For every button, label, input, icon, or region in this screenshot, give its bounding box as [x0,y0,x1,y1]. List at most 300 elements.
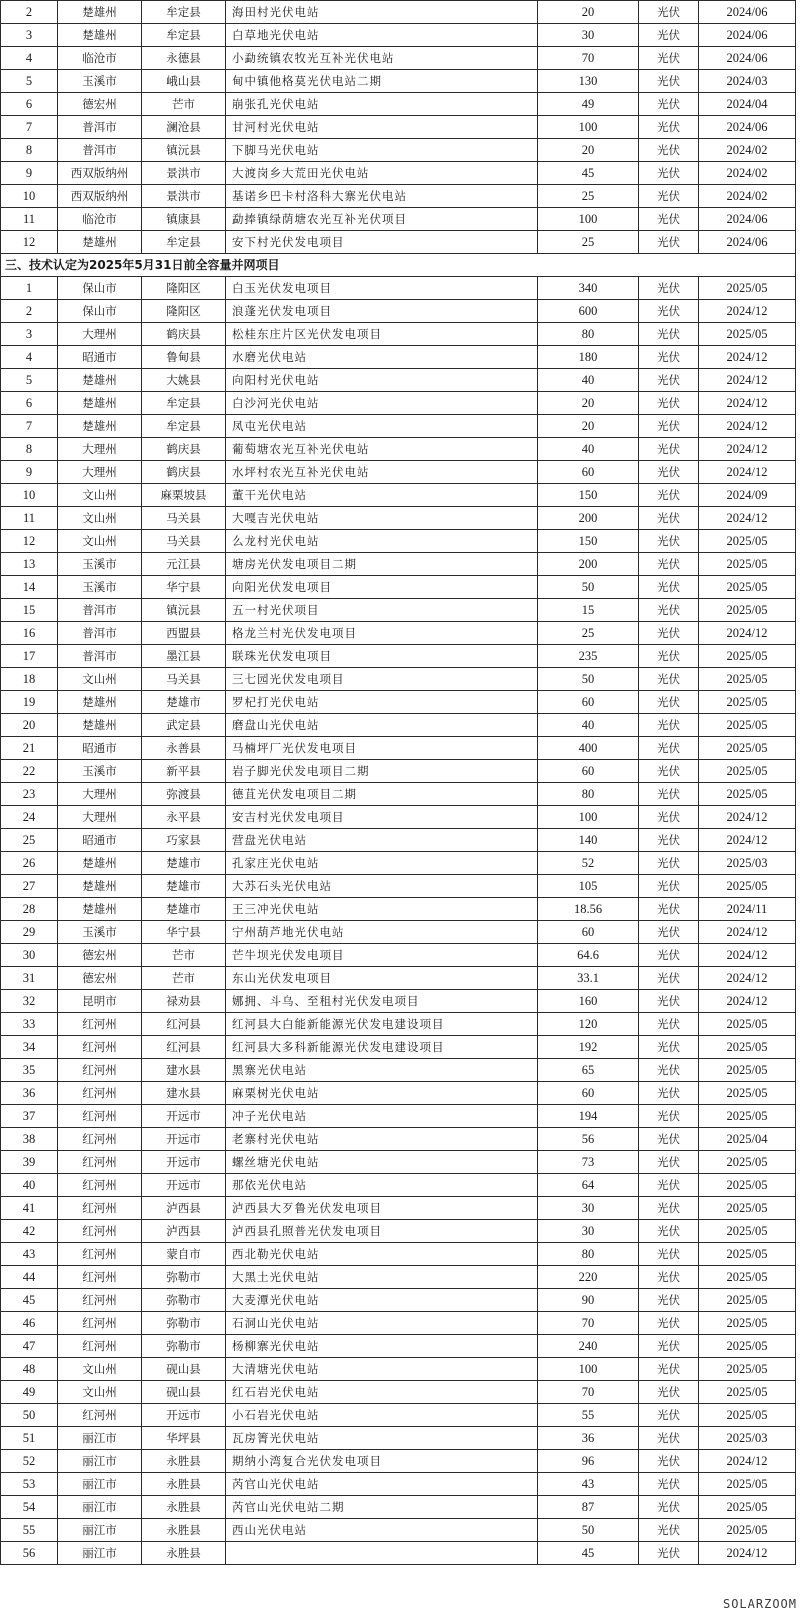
project-name-cell: 大麦潭光伏电站 [226,1289,538,1312]
project-name-cell: 么龙村光伏电站 [226,530,538,553]
row-number-cell: 19 [1,691,58,714]
county-cell: 大姚县 [142,369,226,392]
row-number-cell: 20 [1,714,58,737]
project-name-cell: 芒牛坝光伏发电项目 [226,944,538,967]
project-name-cell: 白草地光伏电站 [226,24,538,47]
row-number-cell: 4 [1,47,58,70]
city-cell: 德宏州 [58,967,142,990]
grid-date-cell: 2025/05 [699,1105,796,1128]
grid-date-cell: 2025/05 [699,1082,796,1105]
row-number-cell: 40 [1,1174,58,1197]
capacity-cell: 18.56 [538,898,639,921]
grid-date-cell: 2025/05 [699,1335,796,1358]
project-name-cell: 宁州葫芦地光伏电站 [226,921,538,944]
project-name-cell: 西北勒光伏电站 [226,1243,538,1266]
county-cell: 鹤庆县 [142,438,226,461]
project-name-cell: 白玉光伏发电项目 [226,277,538,300]
grid-date-cell: 2025/05 [699,714,796,737]
row-number-cell: 12 [1,231,58,254]
county-cell: 红河县 [142,1036,226,1059]
type-cell: 光伏 [639,300,699,323]
grid-date-cell: 2024/02 [699,162,796,185]
type-cell: 光伏 [639,392,699,415]
project-name-cell: 大嘎吉光伏电站 [226,507,538,530]
project-name-cell: 德苴光伏发电项目二期 [226,783,538,806]
city-cell: 红河州 [58,1128,142,1151]
type-cell: 光伏 [639,691,699,714]
row-number-cell: 27 [1,875,58,898]
county-cell: 武定县 [142,714,226,737]
type-cell: 光伏 [639,208,699,231]
type-cell: 光伏 [639,1266,699,1289]
project-name-cell: 东山光伏发电项目 [226,967,538,990]
capacity-cell: 87 [538,1496,639,1519]
row-number-cell: 8 [1,438,58,461]
table-row [1,1542,796,1565]
capacity-cell: 60 [538,691,639,714]
capacity-cell: 100 [538,806,639,829]
row-number-cell: 10 [1,185,58,208]
row-number-cell: 8 [1,139,58,162]
city-cell: 红河州 [58,1266,142,1289]
county-cell: 华宁县 [142,576,226,599]
city-cell: 普洱市 [58,599,142,622]
type-cell: 光伏 [639,1128,699,1151]
type-cell: 光伏 [639,1243,699,1266]
table-row [1,622,796,645]
county-cell: 永善县 [142,737,226,760]
table-row [1,1496,796,1519]
table-row [1,1220,796,1243]
capacity-cell: 55 [538,1404,639,1427]
project-name-cell: 老寨村光伏电站 [226,1128,538,1151]
type-cell: 光伏 [639,1151,699,1174]
project-name-cell: 海田村光伏电站 [226,1,538,24]
county-cell: 新平县 [142,760,226,783]
row-number-cell: 41 [1,1197,58,1220]
row-number-cell: 1 [1,277,58,300]
type-cell: 光伏 [639,990,699,1013]
county-cell: 泸西县 [142,1220,226,1243]
grid-date-cell: 2024/12 [699,1450,796,1473]
grid-date-cell: 2024/12 [699,507,796,530]
capacity-cell: 45 [538,1542,639,1565]
county-cell: 澜沧县 [142,116,226,139]
type-cell: 光伏 [639,507,699,530]
capacity-cell: 60 [538,760,639,783]
table-row [1,1358,796,1381]
project-name-cell: 崩张孔光伏电站 [226,93,538,116]
grid-date-cell: 2025/03 [699,852,796,875]
table-row [1,1473,796,1496]
project-name-cell: 三七园光伏发电项目 [226,668,538,691]
city-cell: 楚雄州 [58,24,142,47]
grid-date-cell: 2024/02 [699,139,796,162]
county-cell: 景洪市 [142,185,226,208]
county-cell: 开远市 [142,1174,226,1197]
county-cell: 开远市 [142,1128,226,1151]
row-number-cell: 55 [1,1519,58,1542]
grid-date-cell: 2024/12 [699,369,796,392]
project-name-cell: 联珠光伏发电项目 [226,645,538,668]
table-row [1,277,796,300]
type-cell: 光伏 [639,70,699,93]
project-name-cell: 麻栗树光伏电站 [226,1082,538,1105]
county-cell: 牟定县 [142,392,226,415]
project-name-cell: 大清塘光伏电站 [226,1358,538,1381]
city-cell: 文山州 [58,1381,142,1404]
county-cell: 永德县 [142,47,226,70]
row-number-cell: 50 [1,1404,58,1427]
table-row [1,714,796,737]
project-name-cell: 水磨光伏电站 [226,346,538,369]
grid-date-cell: 2024/06 [699,47,796,70]
county-cell: 峨山县 [142,70,226,93]
row-number-cell: 51 [1,1427,58,1450]
table-row [1,1450,796,1473]
grid-date-cell: 2025/05 [699,1289,796,1312]
table-row [1,1289,796,1312]
county-cell: 开远市 [142,1105,226,1128]
type-cell: 光伏 [639,806,699,829]
capacity-cell: 40 [538,438,639,461]
table-row [1,415,796,438]
capacity-cell: 49 [538,93,639,116]
type-cell: 光伏 [639,1450,699,1473]
row-number-cell: 3 [1,323,58,346]
row-number-cell: 52 [1,1450,58,1473]
city-cell: 红河州 [58,1174,142,1197]
grid-date-cell: 2025/03 [699,1427,796,1450]
row-number-cell: 25 [1,829,58,852]
city-cell: 大理州 [58,783,142,806]
grid-date-cell: 2025/05 [699,668,796,691]
capacity-cell: 220 [538,1266,639,1289]
county-cell: 隆阳区 [142,300,226,323]
city-cell: 昭通市 [58,829,142,852]
grid-date-cell: 2025/05 [699,1151,796,1174]
row-number-cell: 44 [1,1266,58,1289]
table-row [1,47,796,70]
county-cell: 墨江县 [142,645,226,668]
city-cell: 玉溪市 [58,760,142,783]
city-cell: 西双版纳州 [58,162,142,185]
table-row [1,1312,796,1335]
city-cell: 西双版纳州 [58,185,142,208]
project-name-cell: 罗杞打光伏电站 [226,691,538,714]
grid-date-cell: 2025/05 [699,1404,796,1427]
county-cell: 芒市 [142,944,226,967]
county-cell: 永胜县 [142,1496,226,1519]
county-cell: 泸西县 [142,1197,226,1220]
table-row [1,24,796,47]
project-name-cell: 向阳村光伏电站 [226,369,538,392]
capacity-cell: 120 [538,1013,639,1036]
row-number-cell: 17 [1,645,58,668]
type-cell: 光伏 [639,24,699,47]
table-row [1,1335,796,1358]
type-cell: 光伏 [639,1036,699,1059]
project-name-cell: 芮官山光伏电站 [226,1473,538,1496]
grid-date-cell: 2025/05 [699,1036,796,1059]
type-cell: 光伏 [639,1289,699,1312]
grid-date-cell: 2025/05 [699,1220,796,1243]
type-cell: 光伏 [639,599,699,622]
type-cell: 光伏 [639,1473,699,1496]
project-name-cell: 泸西县孔照普光伏发电项目 [226,1220,538,1243]
type-cell: 光伏 [639,1105,699,1128]
capacity-cell: 70 [538,1381,639,1404]
table-row [1,208,796,231]
row-number-cell: 14 [1,576,58,599]
capacity-cell: 40 [538,714,639,737]
county-cell: 开远市 [142,1404,226,1427]
grid-date-cell: 2025/05 [699,1243,796,1266]
type-cell: 光伏 [639,1519,699,1542]
project-name-cell: 孔家庄光伏电站 [226,852,538,875]
project-name-cell: 小石岩光伏电站 [226,1404,538,1427]
grid-date-cell: 2024/06 [699,24,796,47]
row-number-cell: 7 [1,116,58,139]
county-cell: 弥勒市 [142,1289,226,1312]
row-number-cell: 23 [1,783,58,806]
grid-date-cell: 2024/09 [699,484,796,507]
capacity-cell: 50 [538,1519,639,1542]
city-cell: 玉溪市 [58,553,142,576]
row-number-cell: 34 [1,1036,58,1059]
row-number-cell: 30 [1,944,58,967]
row-number-cell: 28 [1,898,58,921]
grid-date-cell: 2024/12 [699,438,796,461]
county-cell: 永平县 [142,806,226,829]
capacity-cell: 80 [538,783,639,806]
grid-date-cell: 2024/06 [699,208,796,231]
table-row [1,1519,796,1542]
capacity-cell: 40 [538,369,639,392]
county-cell: 蒙自市 [142,1243,226,1266]
type-cell: 光伏 [639,852,699,875]
type-cell: 光伏 [639,622,699,645]
county-cell: 芒市 [142,967,226,990]
table-row [1,691,796,714]
grid-date-cell: 2024/06 [699,116,796,139]
capacity-cell: 90 [538,1289,639,1312]
table-row [1,829,796,852]
type-cell: 光伏 [639,369,699,392]
project-name-cell: 五一村光伏项目 [226,599,538,622]
city-cell: 楚雄州 [58,714,142,737]
grid-date-cell: 2025/05 [699,553,796,576]
capacity-cell: 192 [538,1036,639,1059]
type-cell: 光伏 [639,1335,699,1358]
row-number-cell: 24 [1,806,58,829]
county-cell: 永胜县 [142,1542,226,1565]
county-cell: 牟定县 [142,415,226,438]
table-row [1,806,796,829]
city-cell: 楚雄州 [58,415,142,438]
table-row [1,1059,796,1082]
capacity-cell: 30 [538,1197,639,1220]
county-cell: 弥渡县 [142,783,226,806]
city-cell: 楚雄州 [58,691,142,714]
table-body [1,1,796,1565]
row-number-cell: 2 [1,1,58,24]
county-cell: 红河县 [142,1013,226,1036]
table-row [1,990,796,1013]
type-cell: 光伏 [639,1427,699,1450]
solarzoom-watermark: SOLARZOOM [722,1597,797,1611]
table-row [1,530,796,553]
row-number-cell: 9 [1,461,58,484]
capacity-cell: 240 [538,1335,639,1358]
county-cell: 巧家县 [142,829,226,852]
city-cell: 玉溪市 [58,576,142,599]
city-cell: 玉溪市 [58,70,142,93]
table-row [1,507,796,530]
city-cell: 楚雄州 [58,852,142,875]
table-row [1,1266,796,1289]
county-cell: 建水县 [142,1059,226,1082]
capacity-cell: 64.6 [538,944,639,967]
table-row [1,162,796,185]
row-number-cell: 22 [1,760,58,783]
city-cell: 普洱市 [58,116,142,139]
county-cell: 砚山县 [142,1358,226,1381]
type-cell: 光伏 [639,1220,699,1243]
capacity-cell: 60 [538,1082,639,1105]
type-cell: 光伏 [639,1013,699,1036]
table-row [1,645,796,668]
county-cell: 建水县 [142,1082,226,1105]
table-row [1,93,796,116]
table-row [1,553,796,576]
table-row [1,1105,796,1128]
type-cell: 光伏 [639,1404,699,1427]
capacity-cell: 105 [538,875,639,898]
grid-date-cell: 2025/05 [699,1197,796,1220]
grid-date-cell: 2024/12 [699,829,796,852]
capacity-cell: 70 [538,47,639,70]
project-name-cell: 葡萄塘农光互补光伏电站 [226,438,538,461]
row-number-cell: 43 [1,1243,58,1266]
city-cell: 普洱市 [58,139,142,162]
city-cell: 丽江市 [58,1542,142,1565]
city-cell: 红河州 [58,1036,142,1059]
county-cell: 镇康县 [142,208,226,231]
table-row [1,116,796,139]
county-cell: 弥勒市 [142,1335,226,1358]
capacity-cell: 340 [538,277,639,300]
project-name-cell: 马楠坪厂光伏发电项目 [226,737,538,760]
city-cell: 大理州 [58,806,142,829]
city-cell: 文山州 [58,1358,142,1381]
county-cell: 马关县 [142,530,226,553]
type-cell: 光伏 [639,829,699,852]
grid-date-cell: 2025/05 [699,576,796,599]
grid-date-cell: 2024/12 [699,944,796,967]
city-cell: 德宏州 [58,93,142,116]
table-row [1,139,796,162]
grid-date-cell: 2025/05 [699,1381,796,1404]
row-number-cell: 13 [1,553,58,576]
city-cell: 红河州 [58,1335,142,1358]
type-cell: 光伏 [639,553,699,576]
table-row [1,599,796,622]
city-cell: 红河州 [58,1220,142,1243]
project-name-cell: 红河县大多科新能源光伏发电建设项目 [226,1036,538,1059]
row-number-cell: 6 [1,93,58,116]
row-number-cell: 37 [1,1105,58,1128]
row-number-cell: 35 [1,1059,58,1082]
table-row [1,852,796,875]
type-cell: 光伏 [639,484,699,507]
county-cell: 芒市 [142,93,226,116]
project-name-cell: 基诺乡巴卡村洛科大寨光伏电站 [226,185,538,208]
project-name-cell: 董干光伏电站 [226,484,538,507]
grid-date-cell: 2024/04 [699,93,796,116]
row-number-cell: 42 [1,1220,58,1243]
city-cell: 普洱市 [58,645,142,668]
county-cell: 鹤庆县 [142,323,226,346]
table-row [1,668,796,691]
row-number-cell: 5 [1,369,58,392]
city-cell: 普洱市 [58,622,142,645]
table-row [1,231,796,254]
project-name-cell: 岩子脚光伏发电项目二期 [226,760,538,783]
table-row [1,369,796,392]
type-cell: 光伏 [639,645,699,668]
table-row [1,783,796,806]
city-cell: 文山州 [58,530,142,553]
row-number-cell: 46 [1,1312,58,1335]
capacity-cell: 73 [538,1151,639,1174]
project-name-cell: 白沙河光伏电站 [226,392,538,415]
city-cell: 红河州 [58,1151,142,1174]
type-cell: 光伏 [639,139,699,162]
project-name-cell [226,1542,538,1565]
capacity-cell: 80 [538,1243,639,1266]
table-row [1,875,796,898]
city-cell: 红河州 [58,1059,142,1082]
grid-date-cell: 2024/12 [699,1542,796,1565]
project-name-cell: 甸中镇他格莫光伏电站二期 [226,70,538,93]
grid-date-cell: 2025/05 [699,1519,796,1542]
city-cell: 德宏州 [58,944,142,967]
type-cell: 光伏 [639,921,699,944]
row-number-cell: 4 [1,346,58,369]
capacity-cell: 52 [538,852,639,875]
row-number-cell: 56 [1,1542,58,1565]
city-cell: 临沧市 [58,208,142,231]
project-name-cell: 西山光伏电站 [226,1519,538,1542]
row-number-cell: 39 [1,1151,58,1174]
city-cell: 玉溪市 [58,921,142,944]
row-number-cell: 45 [1,1289,58,1312]
county-cell: 华坪县 [142,1427,226,1450]
capacity-cell: 600 [538,300,639,323]
city-cell: 红河州 [58,1013,142,1036]
table-row [1,70,796,93]
city-cell: 昭通市 [58,737,142,760]
county-cell: 弥勒市 [142,1266,226,1289]
type-cell: 光伏 [639,461,699,484]
type-cell: 光伏 [639,47,699,70]
project-name-cell: 螺丝塘光伏电站 [226,1151,538,1174]
table-row [1,1381,796,1404]
grid-date-cell: 2024/12 [699,622,796,645]
table-row [1,921,796,944]
grid-date-cell: 2025/05 [699,1496,796,1519]
